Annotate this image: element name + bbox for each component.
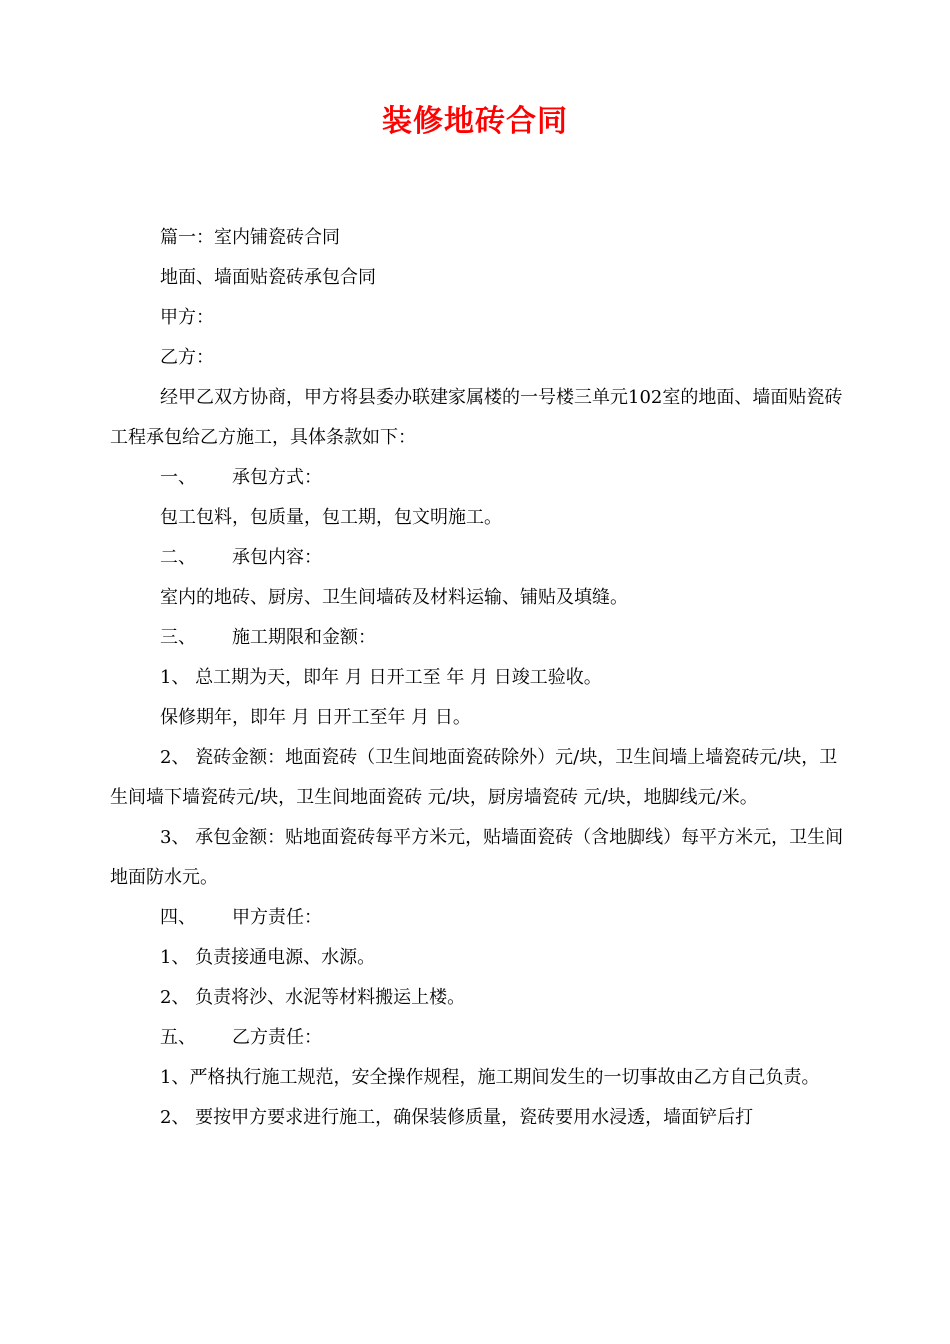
- section-number: 五、: [160, 1027, 196, 1048]
- section-heading-3: [110, 618, 845, 658]
- document-title: 装修地砖合同: [382, 104, 568, 139]
- paragraph-contract-name: 地面、墙面贴瓷砖承包合同: [160, 267, 376, 288]
- section-label: 甲方责任：: [232, 907, 322, 928]
- section-heading-2: [110, 538, 845, 578]
- paragraph-total-period: 1、 总工期为天，即年 月 日开工至 年 月 日竣工验收。: [160, 667, 602, 688]
- section-label: 施工期限和金额：: [232, 627, 376, 648]
- paragraph-party-a-duty-1: 1、 负责接通电源、水源。: [160, 947, 376, 968]
- section-label: 承包内容：: [232, 547, 322, 568]
- paragraph-tile-price: 2、 瓷砖金额：地面瓷砖（卫生间地面瓷砖除外）元/块，卫生间墙上墙瓷砖元/块，卫生间墙下墙瓷砖元/块，卫生间地面瓷砖 元/块，厨房墙瓷砖 元/块，地脚线元/米。: [110, 747, 838, 808]
- paragraph-party-a-duty-2: 2、 负责将沙、水泥等材料搬运上楼。: [160, 987, 466, 1008]
- section-heading-1: [110, 458, 845, 498]
- section-number: 三、: [160, 627, 196, 648]
- section-number: 二、: [160, 547, 196, 568]
- paragraph-contract-method: 包工包料，包质量，包工期，包文明施工。: [160, 507, 502, 528]
- paragraph-subtitle: 篇一：室内铺瓷砖合同: [160, 227, 340, 248]
- paragraph-party-a: 甲方：: [160, 307, 214, 328]
- document-body: [110, 218, 845, 1138]
- paragraph-party-b: 乙方：: [160, 347, 214, 368]
- section-number: 四、: [160, 907, 196, 928]
- paragraph-warranty: 保修期年，即年 月 日开工至年 月 日。: [160, 707, 471, 728]
- paragraph-party-b-duty-1: 1、严格执行施工规范，安全操作规程，施工期间发生的一切事故由乙方自己负责。: [160, 1067, 820, 1088]
- section-label: 乙方责任：: [232, 1027, 322, 1048]
- section-label: 承包方式：: [232, 467, 322, 488]
- paragraph-contract-content: 室内的地砖、厨房、卫生间墙砖及材料运输、铺贴及填缝。: [160, 587, 628, 608]
- section-heading-4: [110, 898, 845, 938]
- section-heading-5: [110, 1018, 845, 1058]
- paragraph-intro: 经甲乙双方协商，甲方将县委办联建家属楼的一号楼三单元102室的地面、墙面贴瓷砖工程承包给乙方施工，具体条款如下：: [110, 387, 843, 448]
- paragraph-party-b-duty-2: 2、 要按甲方要求进行施工，确保装修质量，瓷砖要用水浸透，墙面铲后打: [160, 1107, 754, 1128]
- section-number: 一、: [160, 467, 196, 488]
- paragraph-contract-price: 3、 承包金额：贴地面瓷砖每平方米元，贴墙面瓷砖（含地脚线）每平方米元，卫生间地面防水元。: [110, 827, 844, 888]
